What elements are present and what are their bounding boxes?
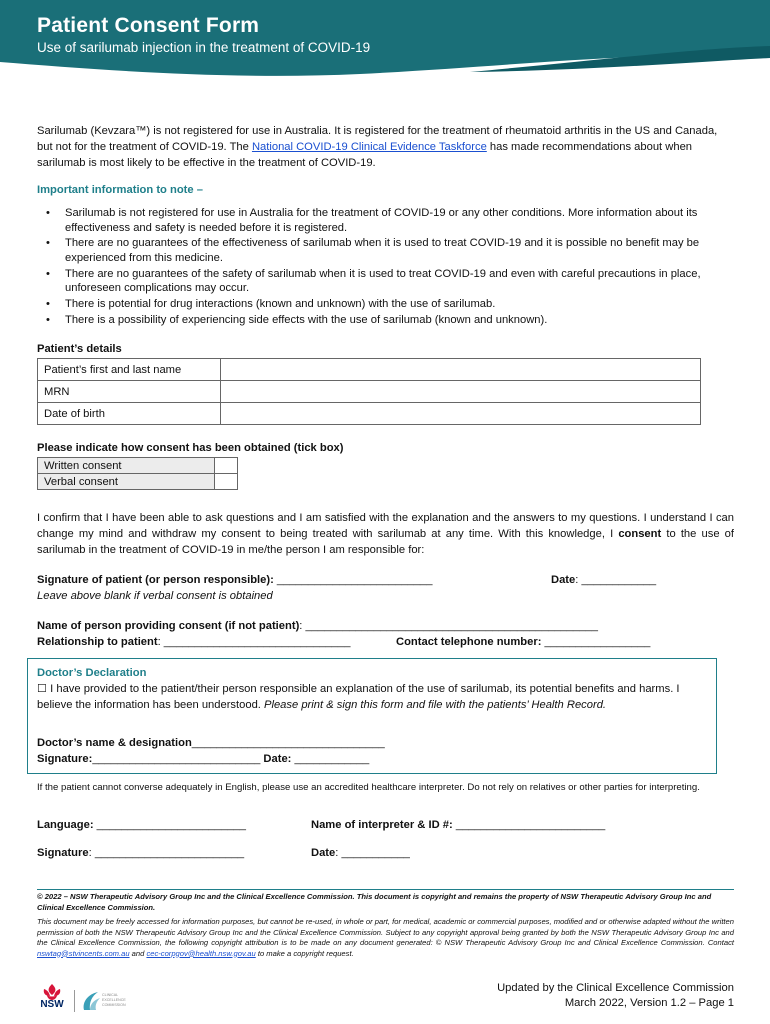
patient-details-table — [37, 358, 701, 425]
nsw-logo-text: NSW — [40, 999, 64, 1010]
consent-method-table — [37, 457, 238, 490]
dob-label: Date of birth — [38, 403, 221, 425]
contact-phone-line[interactable]: Contact telephone number: _________________ — [396, 636, 651, 648]
table-row — [38, 403, 701, 425]
dob-field[interactable] — [221, 403, 701, 425]
language-line[interactable]: Language: ________________________ — [37, 819, 246, 831]
header-banner — [0, 0, 770, 82]
verbal-consent-note: Leave above blank if verbal consent is obtained — [37, 590, 273, 602]
nsw-government-logo — [37, 982, 67, 1016]
intro-paragraph: Sarilumab (Kevzara™) is not registered for use in Australia. It is registered for the treatment of rheumatoid arthritis in the US and Canada, but not for the treatment of COVID-19. The National COVID-19 Clinical Evidence Taskforce has made recommendations about when sarilumab is most likely to be effective in the treatment of COVID-19. — [37, 125, 718, 169]
important-bullet-list — [37, 206, 737, 329]
footer-version: March 2022, Version 1.2 – Page 1 — [564, 997, 734, 1009]
page-subtitle: Use of sarilumab injection in the treatment of COVID-19 — [37, 40, 371, 55]
doctor-name-line[interactable]: Doctor’s name & designation_______________________________ — [37, 737, 385, 749]
relationship-line[interactable]: Relationship to patient: ______________________________ — [37, 636, 351, 648]
patient-name-field[interactable] — [221, 359, 701, 381]
doctor-signature-line[interactable]: Signature:___________________________ Date: ____________ — [37, 753, 370, 765]
cec-logo-text: CLINICAL EXCELLENCE COMMISSION — [102, 993, 126, 1007]
interpreter-signature-line[interactable]: Signature: ________________________ — [37, 847, 245, 859]
list-item: • There are no guarantees of the effectiveness of sarilumab when it is used to treat COVID-19 and it is possible no benefit may be experienced from this medicine. — [37, 236, 737, 265]
doctor-declaration-heading: Doctor’s Declaration — [37, 667, 147, 679]
consenter-name-line[interactable]: Name of person providing consent (if not patient): _______________________________________________ — [37, 620, 598, 632]
list-item: • There is a possibility of experiencing side effects with the use of sarilumab (known and unknown). — [37, 313, 737, 328]
verbal-consent-checkbox[interactable] — [215, 474, 238, 490]
table-row — [38, 359, 701, 381]
list-item: • There is potential for drug interactions (known and unknown) with the use of sarilumab. — [37, 297, 737, 312]
list-item: • There are no guarantees of the safety of sarilumab when it is used to treat COVID-19 and even with careful precautions in place, unforeseen complications may occur. — [37, 267, 737, 296]
mrn-label: MRN — [38, 381, 221, 403]
table-row — [38, 458, 238, 474]
written-consent-checkbox[interactable] — [215, 458, 238, 474]
interpreter-name-line[interactable]: Name of interpreter & ID #: ________________________ — [311, 819, 606, 831]
consent-method-heading: Please indicate how consent has been obtained (tick box) — [37, 442, 344, 454]
written-consent-label: Written consent — [38, 458, 215, 474]
mrn-field[interactable] — [221, 381, 701, 403]
consent-statement: I confirm that I have been able to ask questions and I am satisfied with the explanation and the answers to my questions. I understand I can change my mind and withdraw my consent to being treated with sarilumab at any time. With this knowledge, I consent to the use of sarilumab in the treatment of COVID-19 in me/the person I am responsible for: — [37, 512, 734, 556]
page-title: Patient Consent Form — [37, 14, 260, 37]
copyright-terms: This document may be freely accessed for information purposes, but cannot be re-used, in whole or part, for medical, academic or commercial purposes, modified and or otherwise adapted without the written permission of both the NSW Therapeutic Advisory Group Inc and the Clinical Excellence Commission. Subject to any copyright approval being granted by both the NSW Therapeutic Advisory Group Inc and the Clinical Excellence Commission, the following copyright attribution is to be made on any document generated: © NSW Therapeutic Advisory Group Inc and Clinical Excellence Commission. Contact nswtag@stvincents.com.au and cec-corpgov@health.nsw.gov.au to make a copyright request. — [37, 917, 734, 958]
patient-name-label: Patient’s first and last name — [38, 359, 221, 381]
logo-divider — [74, 990, 75, 1012]
table-row — [38, 474, 238, 490]
patient-signature-date[interactable]: Date: ____________ — [551, 574, 657, 586]
declaration-checkbox[interactable]: ☐ — [37, 683, 48, 695]
list-item: • Sarilumab is not registered for use in Australia for the treatment of COVID-19 or any other conditions. More information about its effectiveness and safety is needed before it is registered. — [37, 206, 737, 235]
table-row — [38, 381, 701, 403]
verbal-consent-label: Verbal consent — [38, 474, 215, 490]
footer-divider — [37, 889, 734, 890]
patient-signature-line[interactable]: Signature of patient (or person responsible): _________________________ — [37, 574, 433, 586]
cec-swirl-icon — [80, 988, 102, 1014]
doctor-declaration-statement: ☐ I have provided to the patient/their person responsible an explanation of the use of sarilumab, its potential benefits and harms. I believe the information has been understood. Please print & sign this form and file with the patients’ Health Record. — [37, 683, 680, 711]
interpreter-note: If the patient cannot converse adequately in English, please use an accredited healthcare interpreter. Do not rely on relatives or other parties for interpreting. — [37, 782, 700, 793]
cec-logo — [80, 988, 130, 1014]
copyright-notice: © 2022 – NSW Therapeutic Advisory Group Inc and the Clinical Excellence Commission. This document is copyright and remains the property of NSW Therapeutic Advisory Group Inc and Clinical Excellence Commission. — [37, 892, 712, 912]
interpreter-date-line[interactable]: Date: ___________ — [311, 847, 410, 859]
cec-email-link[interactable]: cec-corpgov@health.nsw.gov.au — [146, 948, 256, 958]
nswtag-email-link[interactable]: nswtag@stvincents.com.au — [37, 948, 130, 958]
important-heading: Important information to note – — [37, 184, 203, 196]
taskforce-link[interactable]: National COVID-19 Clinical Evidence Taskforce — [251, 141, 487, 153]
footer-updated-by: Updated by the Clinical Excellence Commission — [497, 982, 734, 994]
patient-details-heading: Patient’s details — [37, 343, 122, 355]
